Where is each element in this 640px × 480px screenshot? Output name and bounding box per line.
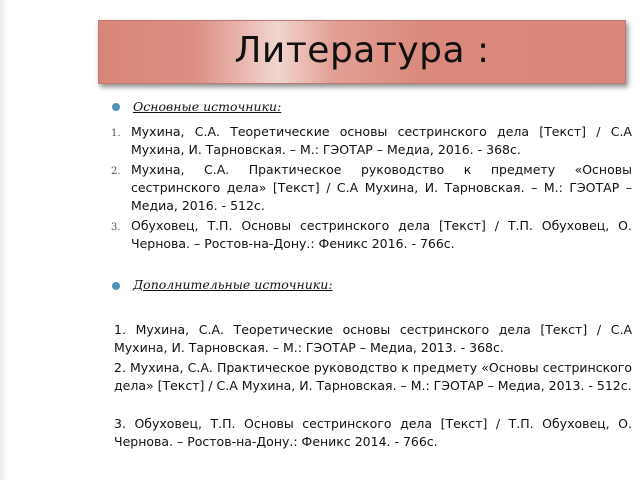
main-sources-heading: Основные источники: (133, 99, 282, 114)
slide-left-edge-shade (0, 0, 8, 480)
list-number: 1. (111, 128, 121, 139)
bullet-icon (112, 282, 120, 290)
slide-title: Литература : (234, 30, 490, 71)
main-source-1: Мухина, С.А. Теоретические основы сестринского дела [Текст] / С.А Мухина, И. Тарновская. – М.: ГЭОТАР – Медиа, 2016. - 368с. (131, 124, 632, 157)
bullet-icon (112, 103, 120, 111)
main-source-3: Обуховец, Т.П. Основы сестринского дела [Текст] / Т.П. Обуховец, О. Чернова. – Ростов-на-Дону.: Феникс 2016. - 766с. (131, 218, 632, 251)
additional-source-2: 2. Мухина, С.А. Практическое руководство к предмету «Основы сестринского дела» [Текст] / С.А Мухина, И. Тарновская. – М.: ГЭОТАР – Медиа, 2013. - 512с. (114, 360, 632, 393)
additional-source-3: 3. Обуховец, Т.П. Основы сестринского дела [Текст] / Т.П. Обуховец, О. Чернова. – Ростов-на-Дону.: Феникс 2014. - 766с. (114, 416, 632, 449)
main-source-2: Мухина, С.А. Практическое руководство к предмету «Основы сестринского дела» [Текст] / С.А Мухина, И. Тарновская. – М.: ГЭОТАР – Медиа, 2016. - 512с. (131, 162, 632, 213)
additional-source-1: 1. Мухина, С.А. Теоретические основы сестринского дела [Текст] / С.А Мухина, И. Тарновская. – М.: ГЭОТАР – Медиа, 2013. - 368с. (114, 322, 632, 355)
list-number: 3. (111, 222, 121, 233)
additional-sources-heading: Дополнительные источники: (133, 277, 333, 292)
title-band (98, 20, 626, 84)
list-number: 2. (111, 166, 121, 177)
